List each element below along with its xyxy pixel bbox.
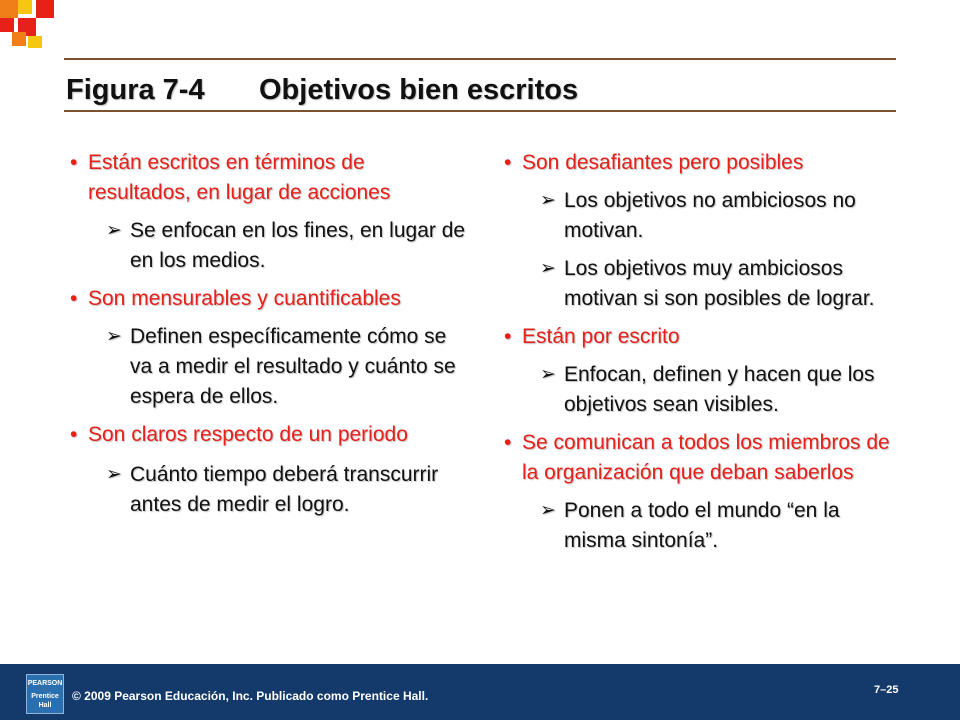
bullet-text: Son mensurables y cuantificables [88,287,401,310]
bullet-text: Son desafiantes pero posibles [522,151,804,174]
decor-square-orange-2 [12,32,26,46]
bullet-dot-icon: • [504,151,512,174]
arrowhead-icon: ➢ [540,364,556,385]
decor-square-yellow-2 [28,36,42,48]
figure-number: Figura 7-4 [66,74,205,106]
pearson-prentice-hall-logo [26,674,64,714]
sub-text: Cuánto tiempo deberá transcurrir antes de medir el logro. [130,463,439,516]
sub-text: Enfocan, definen y hacen que los objetivos sean visibles. [564,363,875,416]
page-number: 7–25 [874,684,899,696]
bullet-dot-icon: • [70,151,78,174]
arrowhead-icon: ➢ [106,326,122,347]
copyright-text: © 2009 Pearson Educación, Inc. Publicado como Prentice Hall. [72,689,429,703]
logo-line-2: Prentice [31,693,59,700]
title-bottom-rule [64,110,896,112]
bullet-item [500,428,900,488]
logo-line-1: PEARSON [27,680,63,687]
sub-item [66,460,466,520]
bullet-dot-icon: • [504,431,512,454]
arrowhead-icon: ➢ [106,220,122,241]
sub-text: Se enfocan en los fines, en lugar de en los medios. [130,219,466,272]
decor-square-red-small [0,18,14,32]
sub-text: Los objetivos muy ambiciosos motivan si son posibles de lograr. [564,257,875,310]
sub-text: Los objetivos no ambiciosos no motivan. [564,189,856,242]
bullet-dot-icon: • [504,325,512,348]
sub-item [500,496,900,556]
bullet-item [500,322,900,352]
title-text: Objetivos bien escritos [259,74,579,106]
logo-line-3: Hall [38,702,52,709]
sub-item [66,216,466,276]
bullet-dot-icon: • [70,287,78,310]
decor-square-red [36,0,54,18]
arrowhead-icon: ➢ [540,190,556,211]
bullet-item [66,284,466,314]
bullet-text: Son claros respecto de un periodo [88,423,408,446]
title-top-rule [64,58,896,60]
sub-item [500,360,900,420]
slide-title [66,74,886,107]
arrowhead-icon: ➢ [106,464,122,485]
sub-text: Ponen a todo el mundo “en la misma sintonía”. [564,499,840,552]
arrowhead-icon: ➢ [540,258,556,279]
right-column [500,148,900,556]
bullet-item [66,420,466,450]
left-column [66,148,466,520]
bullet-text: Están por escrito [522,325,680,348]
bullet-text: Están escritos en términos de resultados, en lugar de acciones [88,151,391,204]
arrowhead-icon: ➢ [540,500,556,521]
sub-text: Definen específicamente cómo se va a medir el resultado y cuánto se espera de ellos. [130,325,456,408]
sub-item [500,186,900,246]
sub-item [500,254,900,314]
bullet-text: Se comunican a todos los miembros de la organización que deban saberlos [522,431,890,484]
footer-bar [0,664,960,720]
decor-square-orange [0,0,18,18]
sub-item [66,322,466,412]
bullet-item [66,148,466,208]
bullet-dot-icon: • [70,423,78,446]
decor-square-yellow [18,0,32,14]
bullet-item [500,148,900,178]
